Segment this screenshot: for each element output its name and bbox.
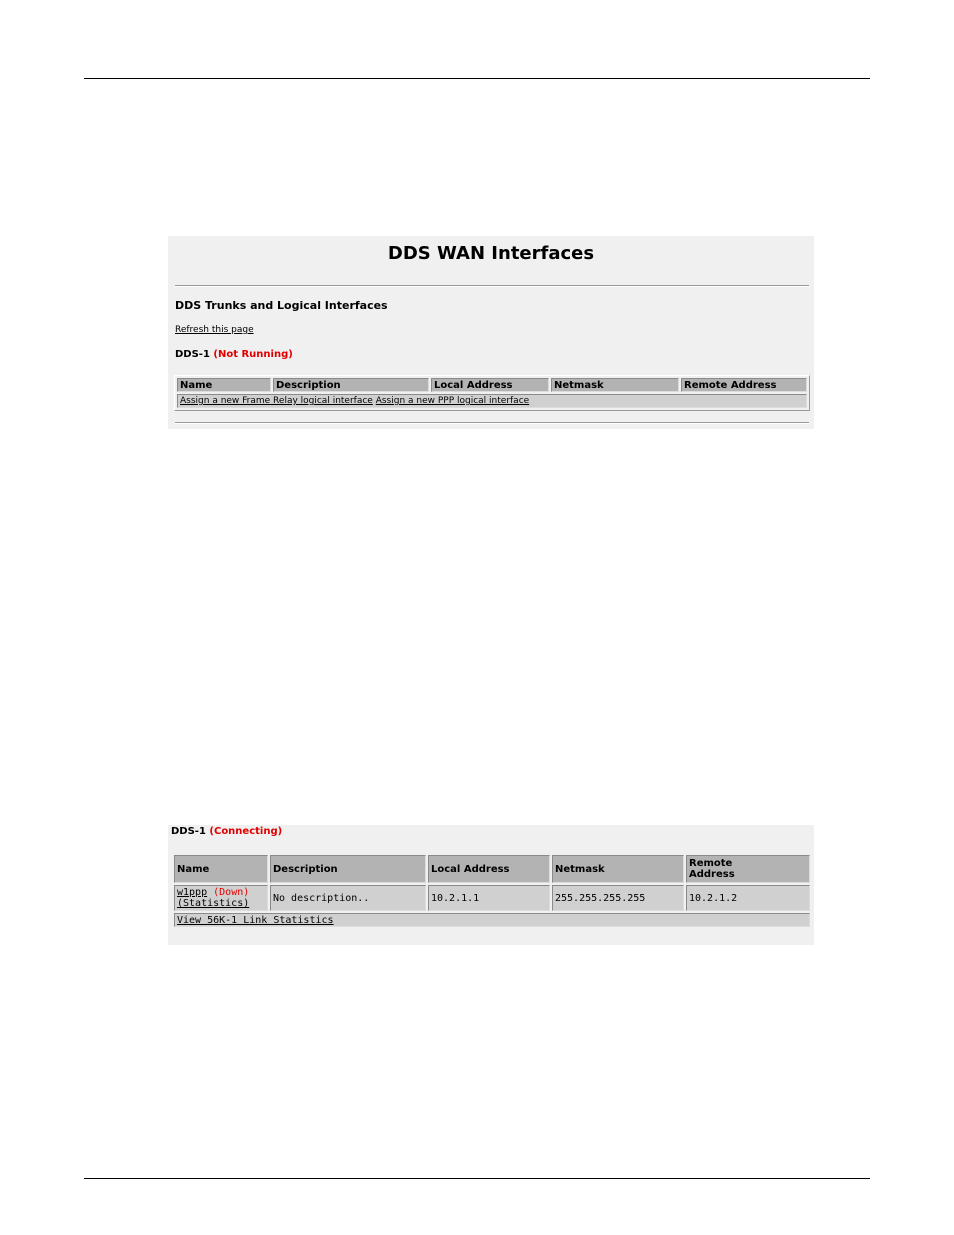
col-remote-address: [686, 855, 810, 883]
col-local-address: Local Address: [428, 855, 550, 883]
col-name: Name: [174, 855, 268, 883]
table-row: [174, 885, 810, 911]
trunk-heading: [175, 349, 293, 360]
trunk-status: (Not Running): [213, 349, 293, 360]
cell-description: No description..: [270, 885, 426, 911]
cell-name: [174, 885, 268, 911]
page-title: DDS WAN Interfaces: [387, 243, 595, 264]
assign-frame-relay-link[interactable]: Assign a new Frame Relay logical interface: [180, 396, 373, 406]
cell-remote-address: 10.2.1.2: [686, 885, 810, 911]
col-remote-address-label: Remote Address: [689, 858, 735, 880]
trunk-name: DDS-1: [171, 826, 206, 837]
col-netmask: Netmask: [552, 855, 684, 883]
cell-local-address: 10.2.1.1: [428, 885, 550, 911]
page-footer-rule: [84, 1178, 870, 1179]
interfaces-table: [174, 375, 810, 411]
statistics-link[interactable]: (Statistics): [177, 898, 250, 909]
divider: [175, 285, 809, 287]
footer-row: [174, 913, 810, 927]
view-link-statistics-link[interactable]: View 56K-1 Link Statistics: [177, 914, 334, 926]
divider-bottom: [175, 422, 809, 424]
trunk-status: (Connecting): [209, 826, 283, 837]
interface-link[interactable]: w1ppp: [177, 887, 208, 898]
page-header-rule: [84, 78, 870, 79]
assign-links-row: [177, 394, 807, 408]
cell-netmask: 255.255.255.255: [552, 885, 684, 911]
trunk-name: DDS-1: [175, 349, 210, 360]
col-description: Description: [273, 378, 429, 392]
section-title: DDS Trunks and Logical Interfaces: [175, 299, 388, 312]
assign-ppp-link[interactable]: Assign a new PPP logical interface: [375, 396, 530, 406]
refresh-link[interactable]: [175, 325, 254, 335]
col-netmask: Netmask: [551, 378, 679, 392]
refresh-link-text[interactable]: Refresh this page: [175, 325, 254, 335]
col-remote-address: Remote Address: [681, 378, 807, 392]
col-local-address: Local Address: [431, 378, 549, 392]
trunk-heading: [171, 826, 282, 837]
interface-status: (Down): [213, 887, 250, 898]
dds-wan-interfaces-panel: [168, 236, 814, 429]
col-description: Description: [270, 855, 426, 883]
interfaces-table: [172, 853, 812, 929]
dds-trunk-status-panel: [168, 825, 814, 945]
col-name: Name: [177, 378, 271, 392]
